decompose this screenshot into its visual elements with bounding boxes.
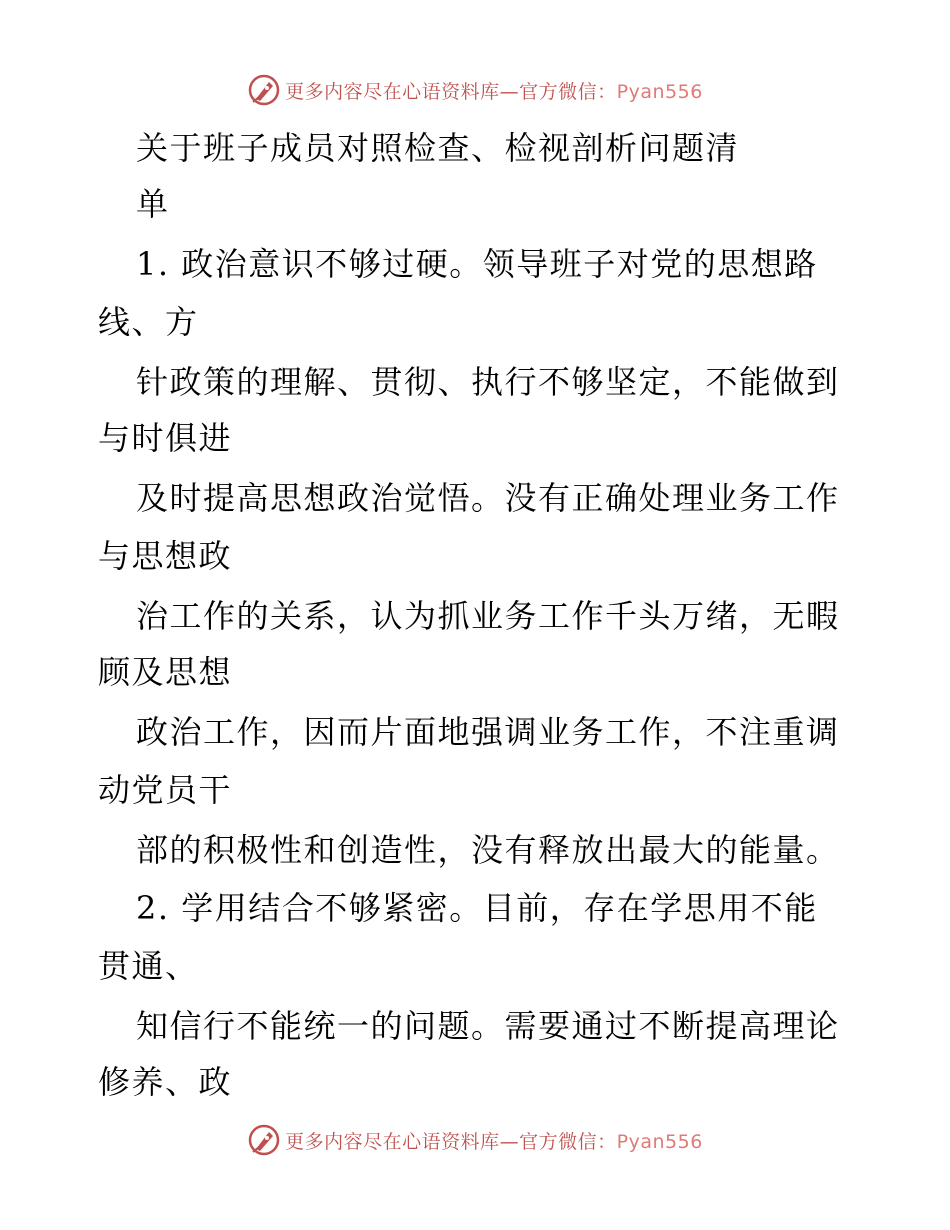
pen-nib-logo-icon (247, 73, 281, 107)
paragraph-line: 部的积极性和创造性，没有释放出最大的能量。 (136, 831, 840, 869)
paragraph-line: 针政策的理解、贯彻、执行不够坚定，不能做到 (136, 363, 840, 401)
watermark-text: 更多内容尽在心语资料库—官方微信： (285, 1130, 617, 1153)
pen-nib-logo-icon (247, 1123, 281, 1157)
paragraph-line: 知信行不能统一的问题。需要通过不断提高理论 (136, 1007, 840, 1045)
paragraph-line: 顾及思想 (98, 653, 233, 691)
watermark-id: Pyan556 (616, 1130, 703, 1153)
paragraph-line: 治工作的关系，认为抓业务工作千头万绪，无暇 (136, 597, 840, 635)
paragraph-line: 及时提高思想政治觉悟。没有正确处理业务工作 (136, 479, 840, 517)
paragraph-line: 动党员干 (98, 771, 233, 809)
paragraph-line: 与时俱进 (98, 419, 233, 457)
paragraph-line: 贯通、 (98, 947, 199, 985)
watermark-footer (0, 1120, 950, 1160)
paragraph-line: 修养、政 (98, 1063, 233, 1101)
paragraph-line: 政治工作，因而片面地强调业务工作，不注重调 (136, 713, 840, 751)
paragraph-line: 与思想政 (98, 537, 233, 575)
watermark-text: 更多内容尽在心语资料库—官方微信： (285, 80, 617, 103)
paragraph-line: 1. 政治意识不够过硬。领导班子对党的思想路 (136, 245, 818, 283)
watermark-id: Pyan556 (616, 80, 703, 103)
doc-title-line-2: 单 (136, 185, 170, 223)
paragraph-line: 2. 学用结合不够紧密。目前，存在学思用不能 (136, 889, 818, 927)
watermark-header (0, 70, 950, 110)
paragraph-line: 线、方 (98, 303, 199, 341)
doc-title-line-1: 关于班子成员对照检查、检视剖析问题清 (136, 129, 740, 167)
